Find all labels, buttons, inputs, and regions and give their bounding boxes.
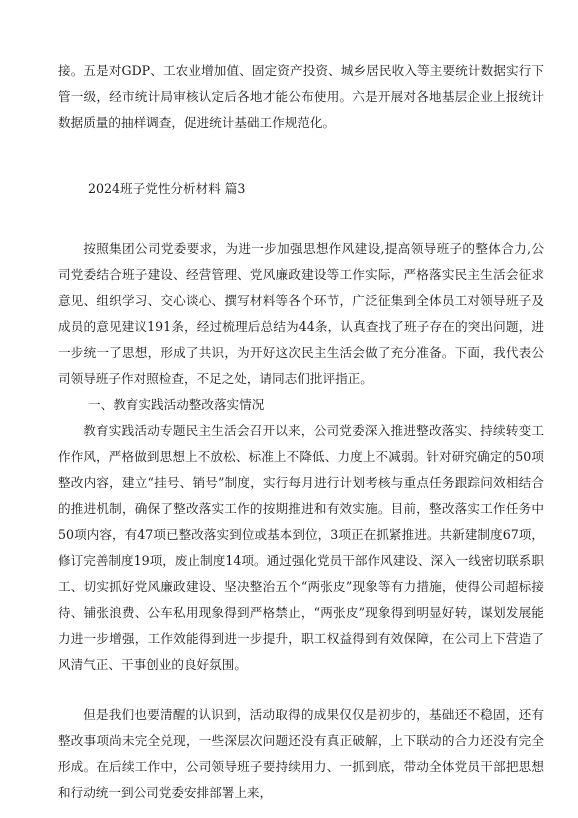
intro-paragraph: 接。五是对GDP、工农业增加值、固定资产投资、城乡居民收入等主要统计数据实行下管一级，经市统计局审核认定后各地才能公布使用。六是开展对各地基层企业上报统计数据质量的抽样调查，促进统计基础工作规范化。 — [58, 63, 544, 130]
section-title: 一、教育实践活动整改落实情况 — [88, 397, 265, 412]
paragraph-reflection: 但是我们也要清醒的认识到，活动取得的成果仅仅是初步的，基础还不稳固，还有整改事项尚未完全兑现，一些深层次问题还没有真正破解，上下联动的合力还没有完全形成。在后续工作中，公司领导班子要持续用力、一抓到底，带动全体党员干部把思想和行动统一到公司党委安排部署上来， — [58, 707, 544, 800]
paragraph-intro-summary: 按照集团公司党委要求，为进一步加强思想作风建设,提高领导班子的整体合力,公司党委结合班子建设、经营管理、党风廉政建设等工作实际，严格落实民主生活会征求意见、组织学习、交心谈心、撰写材料等各个环节，广泛征集到全体员工对领导班子及成员的意见建议191条，经过梳理后总结为44条，认真查找了班子存在的突出问题，进一步统一了思想，形成了共识，为开好这次民主生活会做了充分准备。下面，我代表公司领导班子作对照检查，不足之处，请同志们批评指正。 — [58, 241, 544, 386]
paragraph-rectification-status: 教育实践活动专题民主生活会召开以来，公司党委深入推进整改落实、持续转变工作作风，严格做到思想上不放松、标准上不降低、力度上不减弱。针对研究确定的50项整改内容，建立“挂号、销号”制度，实行每月进行计划考核与重点任务跟踪问效相结合的推进机制，确保了整改落实工作的按期推进和有效实施。目前，整改落实工作任务中50项内容，有47项已整改落实到位或基本到位，3项正在抓紧推进。共新建制度67项，修订完善制度19项，废止制度14项。通过强化党员干部作风建设、深入一线密切联系职工、切实抓好党风廉政建设、坚决整治五个“两张皮”现象等有力措施，使得公司超标接待、铺张浪费、公车私用现象得到严格禁止，“两张皮”现象得到明显好转，谋划发展能力进一步增强，工作效能得到进一步提升，职工权益得到有效保障，在公司上下营造了风清气正、干事创业的良好氛围。 — [58, 423, 544, 672]
document-heading: 2024班子党性分析材料 篇3 — [88, 181, 246, 196]
